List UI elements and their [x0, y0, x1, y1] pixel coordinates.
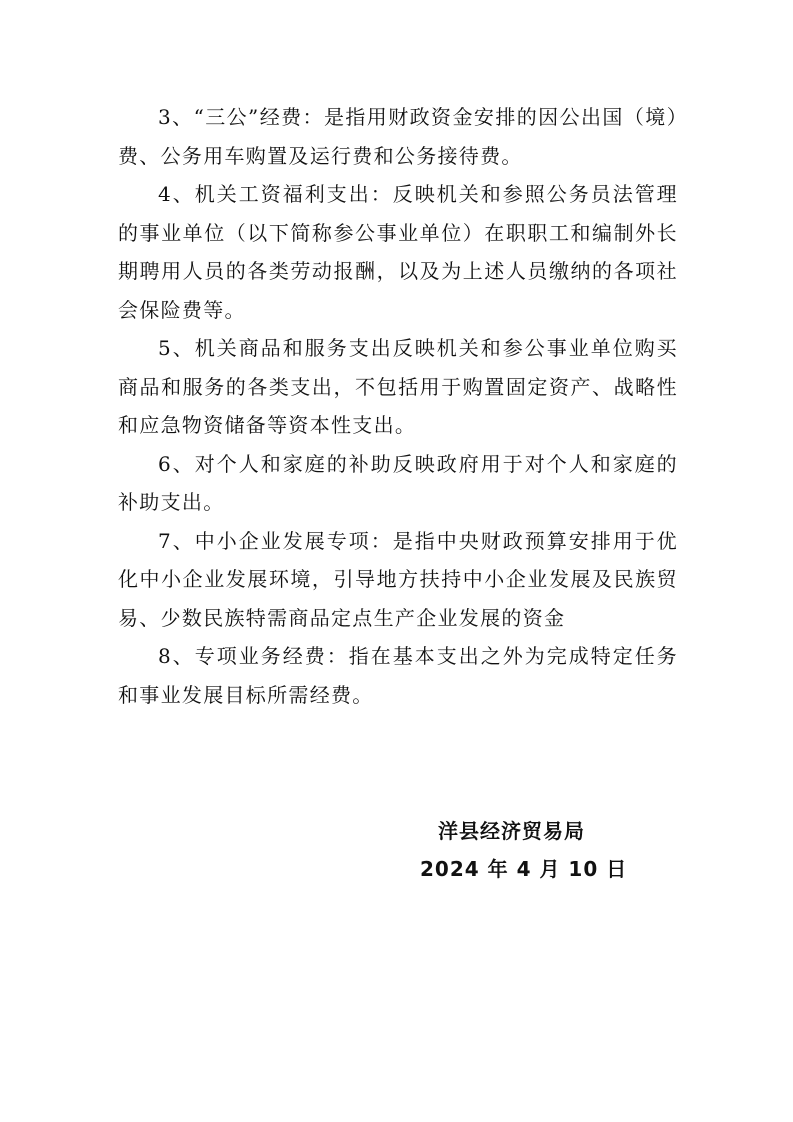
signature-block [420, 812, 660, 888]
paragraph-special-business-fund: 8、专项业务经费：指在基本支出之外为完成特定任务和事业发展目标所需经费。 [118, 644, 678, 707]
paragraph-goods-services-expenses: 5、机关商品和服务支出反映机关和参公事业单位购买商品和服务的各类支出，不包括用于购置固定资产、战略性和应急物资储备等资本性支出。 [118, 336, 678, 437]
signature-date: 2024 年 4 月 10 日 [420, 857, 628, 881]
paragraph-three-public-expenses: 3、“三公”经费：是指用财政资金安排的因公出国（境）费、公务用车购置及运行费和公务接待费。 [118, 105, 678, 168]
paragraph-wage-welfare-expenses: 4、机关工资福利支出：反映机关和参照公务员法管理的事业单位（以下简称参公事业单位）在职职工和编制外长期聘用人员的各类劳动报酬，以及为上述人员缴纳的各项社会保险费等。 [118, 182, 678, 322]
paragraph-household-subsidy: 6、对个人和家庭的补助反映政府用于对个人和家庭的补助支出。 [118, 451, 678, 514]
paragraph-sme-development-fund: 7、中小企业发展专项：是指中央财政预算安排用于优化中小企业发展环境，引导地方扶持中小企业发展及民族贸易、少数民族特需商品定点生产企业发展的资金 [118, 528, 678, 630]
signature-organization: 洋县经济贸易局 [438, 819, 585, 843]
document-body [118, 98, 678, 714]
